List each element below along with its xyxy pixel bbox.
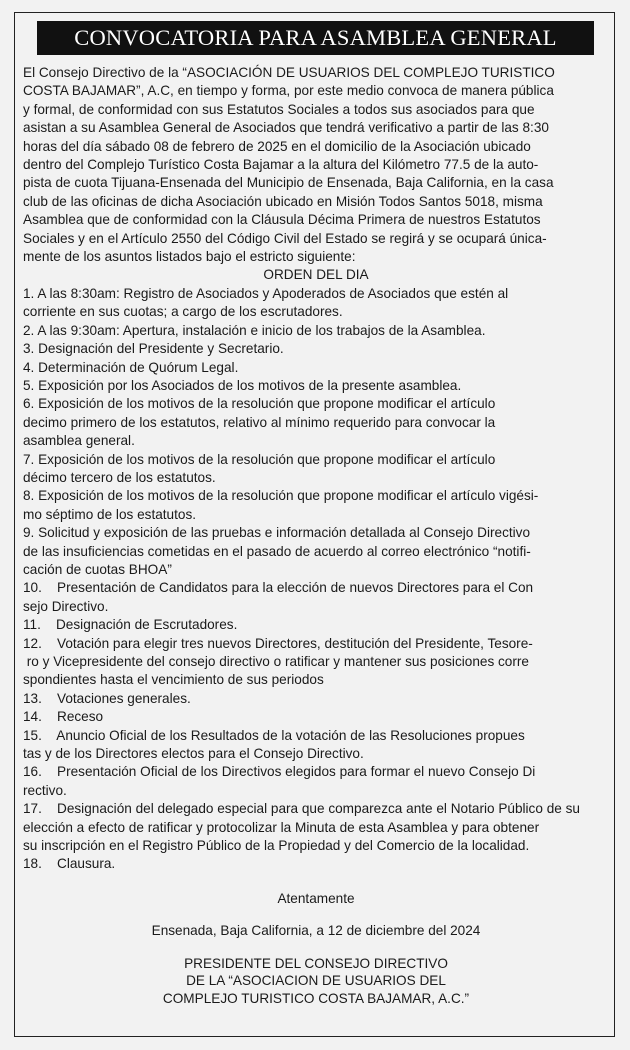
notice-body (23, 64, 609, 1007)
intro-line: mente de los asuntos listados bajo el estricto siguiente: (23, 249, 356, 265)
agenda-item (23, 487, 609, 524)
agenda-item (23, 340, 609, 358)
agenda-item (23, 690, 609, 708)
signature-block (23, 955, 609, 1008)
agenda-item-line: tas y de los Directores electos para el Consejo Directivo. (23, 746, 364, 762)
agenda-item (23, 708, 609, 726)
intro-line: Asamblea que de conformidad con la Cláusula Décima Primera de nuestros Estatutos (23, 212, 541, 228)
agenda-item (23, 359, 609, 377)
agenda-item-line: 5. Exposición por los Asociados de los motivos de la presente asamblea. (23, 377, 462, 393)
agenda-item (23, 727, 609, 764)
agenda-item-line: 1. A las 8:30am: Registro de Asociados y Apoderados de Asociados que estén al (23, 285, 509, 301)
agenda-item-line: 12. Votación para elegir tres nuevos Directores, destitución del Presidente, Tesore- (23, 635, 533, 651)
place-date: Ensenada, Baja California, a 12 de diciembre del 2024 (151, 923, 481, 939)
agenda-item-line: asamblea general. (23, 433, 135, 449)
agenda-item-line: su inscripción en el Registro Público de la Propiedad y del Comercio de la localidad. (23, 838, 530, 854)
agenda-item-line: rectivo. (23, 782, 67, 798)
agenda-item-line: elección a efecto de ratificar y protocolizar la Minuta de esta Asamblea y para obtener (23, 819, 540, 835)
agenda-item-line: de las insuficiencias cometidas en el pasado de acuerdo al correo electrónico “notifi- (23, 543, 531, 559)
signature-line: PRESIDENTE DEL CONSEJO DIRECTIVO (184, 955, 448, 971)
agenda-item-line: 4. Determinación de Quórum Legal. (23, 359, 239, 375)
agenda-item-line: 18. Clausura. (23, 856, 116, 872)
agenda-item (23, 377, 609, 395)
agenda-heading: ORDEN DEL DIA (263, 267, 369, 283)
agenda-item (23, 635, 609, 690)
agenda-item-line: 11. Designación de Escrutadores. (23, 617, 238, 633)
notice-title: CONVOCATORIA PARA ASAMBLEA GENERAL (37, 21, 594, 55)
agenda-item-line: 15. Anuncio Oficial de los Resultados de la votación de las Resoluciones propues (23, 727, 525, 743)
closing-text: Atentamente (277, 890, 355, 906)
agenda-item (23, 524, 609, 579)
agenda-item-line: decimo primero de los estatutos, relativo al mínimo requerido para convocar la (23, 414, 496, 430)
intro-line: El Consejo Directivo de la “ASOCIACIÓN DE USUARIOS DEL COMPLEJO TURISTICO (23, 65, 555, 80)
agenda-item-line: corriente en sus cuotas; a cargo de los escrutadores. (23, 304, 343, 320)
intro-line: horas del día sábado 08 de febrero de 2025 en el domicilio de la Asociación ubicado (23, 138, 531, 154)
agenda-item-line: 7. Exposición de los motivos de la resolución que propone modificar el artículo (23, 451, 496, 467)
agenda-item-line: 14. Receso (23, 709, 104, 725)
agenda-item (23, 451, 609, 488)
agenda-item-line: 8. Exposición de los motivos de la resolución que propone modificar el artículo vigési- (23, 488, 539, 504)
signature-line: DE LA “ASOCIACION DE USUARIOS DEL (186, 973, 446, 989)
notice-frame (14, 12, 615, 1037)
agenda-item (23, 616, 609, 634)
intro-paragraph (23, 64, 609, 266)
agenda-item-line: 16. Presentación Oficial de los Directivos elegidos para formar el nuevo Consejo Di (23, 764, 536, 780)
agenda-item (23, 579, 609, 616)
agenda-item-line: 3. Designación del Presidente y Secretario. (23, 341, 284, 357)
agenda-list (23, 285, 609, 874)
agenda-item-line: décimo tercero de los estatutos. (23, 469, 216, 485)
agenda-item-line: spondientes hasta el vencimiento de sus periodos (23, 672, 324, 688)
agenda-item-line: ro y Vicepresidente del consejo directivo o ratificar y mantener sus posiciones corre (23, 654, 529, 669)
agenda-item (23, 285, 609, 322)
intro-line: y formal, de conformidad con sus Estatutos Sociales a todos sus asociados para que (23, 101, 535, 117)
agenda-item-line: 6. Exposición de los motivos de la resolución que propone modificar el artículo (23, 396, 496, 412)
intro-line: dentro del Complejo Turístico Costa Bajamar a la altura del Kilómetro 77.5 de la auto- (23, 157, 539, 173)
agenda-item (23, 855, 609, 873)
intro-line: Sociales y en el Artículo 2550 del Código Civil del Estado se regirá y se ocupará única- (23, 230, 547, 246)
agenda-item-line: 9. Solicitud y exposición de las pruebas e información detallada al Consejo Directivo (23, 525, 531, 541)
agenda-item-line: 10. Presentación de Candidatos para la elección de nuevos Directores para el Con (23, 580, 534, 596)
agenda-item-line: sejo Directivo. (23, 598, 109, 614)
intro-line: COSTA BAJAMAR”, A.C, en tiempo y forma, por este medio convoca de manera pública (23, 83, 554, 99)
intro-line: club de las oficinas de dicha Asociación ubicado en Misión Todos Santos 5018, misma (23, 193, 543, 209)
agenda-item-line: 2. A las 9:30am: Apertura, instalación e inicio de los trabajos de la Asamblea. (23, 322, 486, 338)
signature-line: COMPLEJO TURISTICO COSTA BAJAMAR, A.C.” (162, 990, 470, 1006)
agenda-item-line: mo séptimo de los estatutos. (23, 506, 197, 522)
agenda-item (23, 395, 609, 450)
agenda-item (23, 763, 609, 800)
agenda-item (23, 800, 609, 855)
agenda-item-line: 13. Votaciones generales. (23, 690, 191, 706)
intro-line: pista de cuota Tijuana-Ensenada del Municipio de Ensenada, Baja California, en la casa (23, 175, 554, 191)
agenda-item-line: 17. Designación del delegado especial para que comparezca ante el Notario Público de su (23, 801, 580, 817)
agenda-item (23, 322, 609, 340)
agenda-item-line: cación de cuotas BHOA” (23, 561, 172, 577)
intro-line: asistan a su Asamblea General de Asociados que tendrá verificativo a partir de las 8:30 (23, 120, 549, 136)
